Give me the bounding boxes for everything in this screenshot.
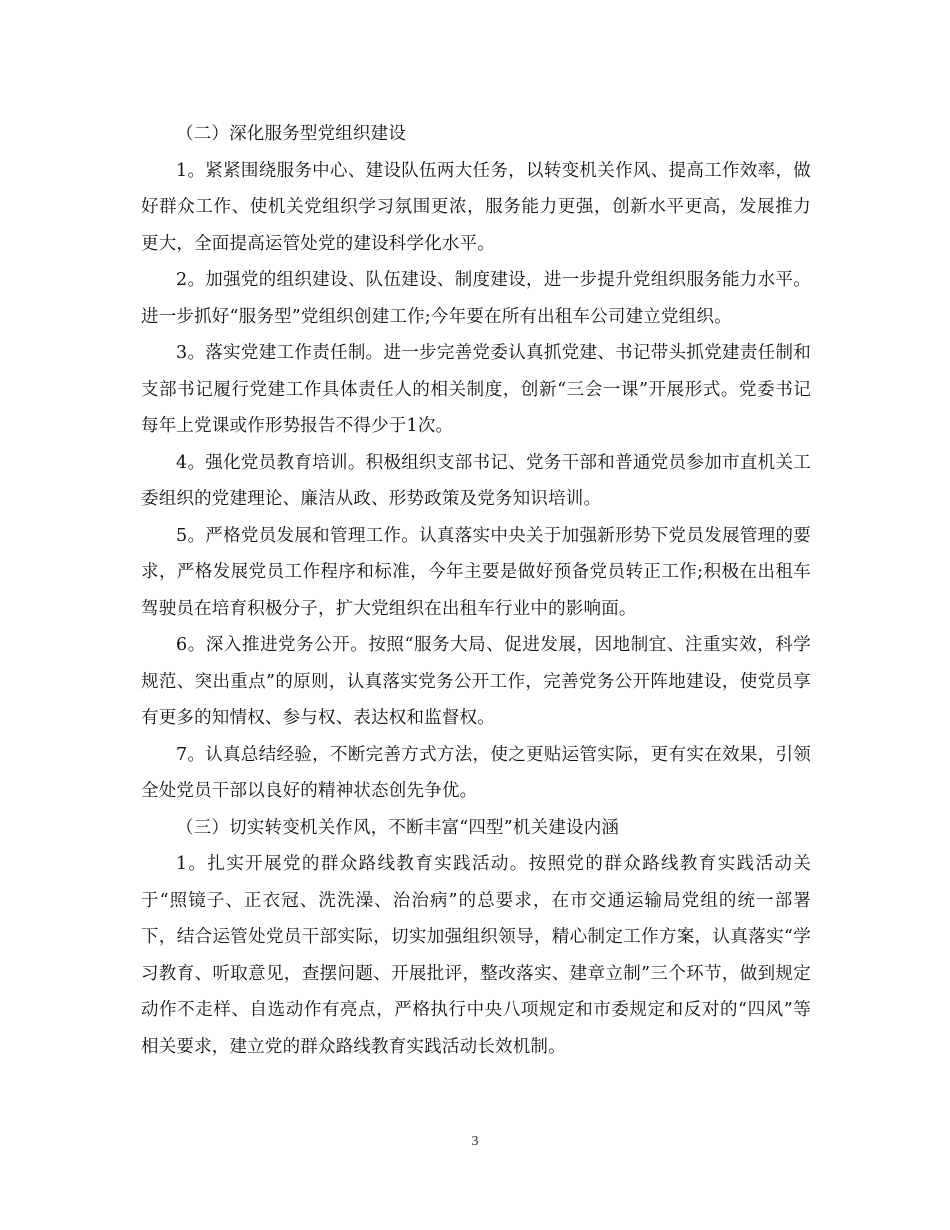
paragraph-item-3-1: 1。扎实开展党的群众路线教育实践活动。按照党的群众路线教育实践活动关于“照镜子、正衣冠、洗洗澡、治治病”的总要求，在市交通运输局党组的统一部署下，结合运管处党员干部实际，切实加强组织领导，精心制定工作方案，认真落实“学习教育、听取意见，查摆问题、开展批评，整改落实、建章立制”三个环节，做到规定动作不走样、自选动作有亮点，严格执行中央八项规定和市委规定和反对的“四风”等相关要求，建立党的群众路线教育实践活动长效机制。 [141, 854, 811, 1057]
paragraph-item-3: 3。落实党建工作责任制。进一步完善党委认真抓党建、书记带头抓党建责任制和支部书记履行党建工作具体责任人的相关制度，创新“三会一课”开展形式。党委书记每年上党课或作形势报告不得少于1次。 [141, 343, 811, 436]
paragraph-item-1: 1。紧紧围绕服务中心、建设队伍两大任务，以转变机关作风、提高工作效率，做好群众工作、使机关党组织学习氛围更浓，服务能力更强，创新水平更高，发展推力更大，全面提高运管处党的建设科学化水平。 [141, 160, 811, 254]
section-heading-2: （二）深化服务型党组织建设 [176, 124, 407, 144]
section-heading-3: （三）切实转变机关作风，不断丰富“四型”机关建设内涵 [176, 817, 620, 838]
document-body [141, 116, 811, 1065]
paragraph-item-4: 4。强化党员教育培训。积极组织支部书记、党务干部和普通党员参加市直机关工委组织的党建理论、廉洁从政、形势政策及党务知识培训。 [141, 452, 811, 509]
paragraph-item-6: 6。深入推进党务公开。按照“服务大局、促进发展，因地制宜、注重实效，科学规范、突出重点”的原则，认真落实党务公开工作，完善党务公开阵地建设，使党员享有更多的知情权、参与权、表达权和监督权。 [141, 635, 811, 728]
paragraph-item-7: 7。认真总结经验，不断完善方式方法，使之更贴运管实际，更有实在效果，引领全处党员干部以良好的精神状态创先争优。 [141, 744, 811, 801]
paragraph-item-5: 5。严格党员发展和管理工作。认真落实中央关于加强新形势下党员发展管理的要求，严格发展党员工作程序和标准，今年主要是做好预备党员转正工作;积极在出租车驾驶员在培育积极分子，扩大党组织在出租车行业中的影响面。 [141, 525, 811, 619]
paragraph-item-2: 2。加强党的组织建设、队伍建设、制度建设，进一步提升党组织服务能力水平。进一步抓好“服务型”党组织创建工作;今年要在所有出租车公司建立党组织。 [141, 270, 811, 327]
page-number: 3 [471, 1134, 479, 1149]
